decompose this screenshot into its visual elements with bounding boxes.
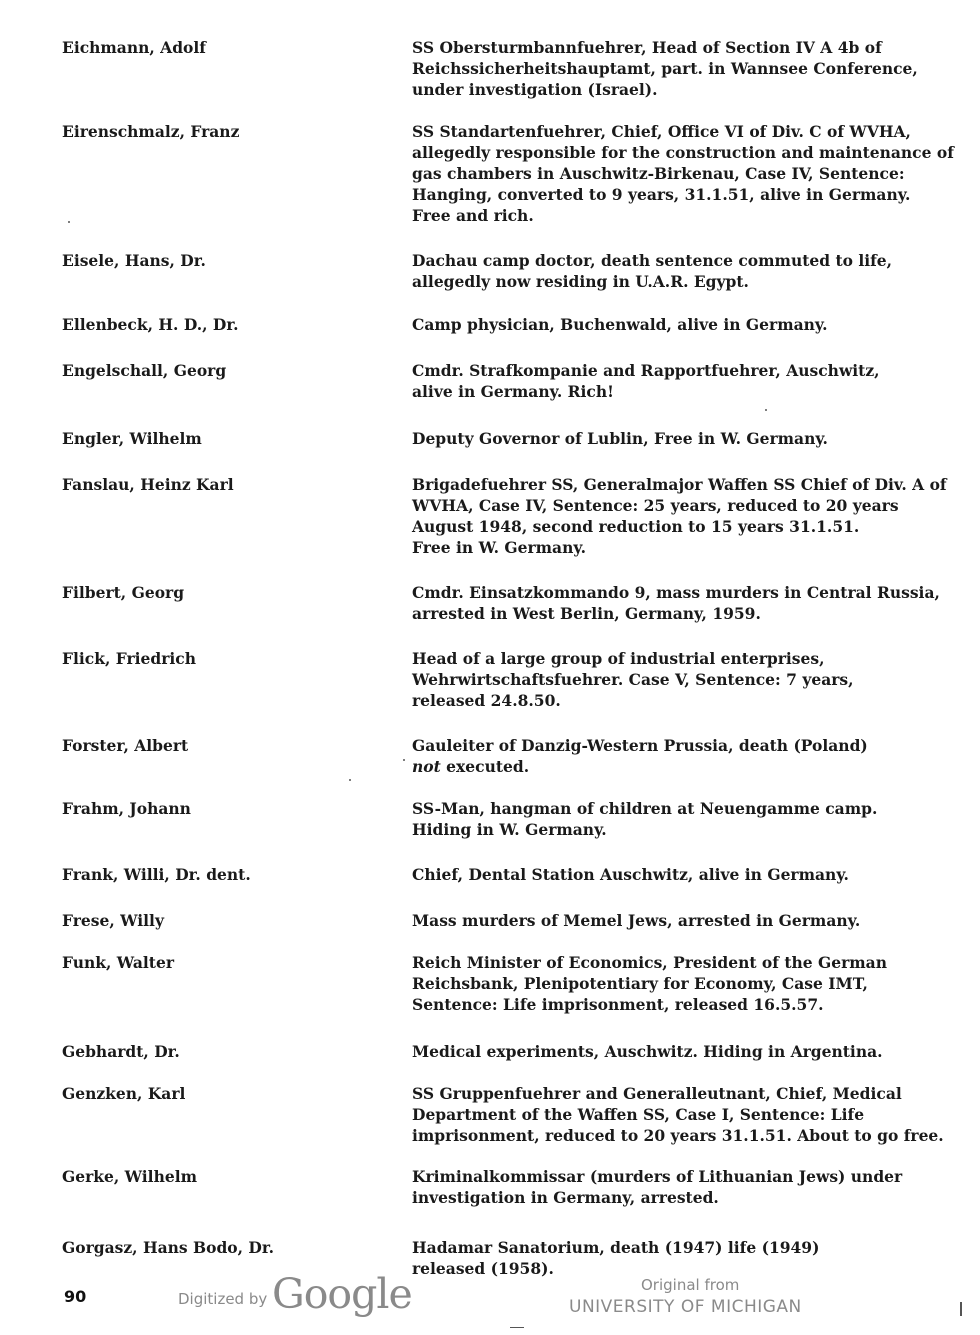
entry-description <box>412 37 972 100</box>
scan-speck <box>349 779 351 781</box>
desc-line: Camp physician, Buchenwald, alive in Germany. <box>412 315 828 334</box>
entry-name: Frese, Willy <box>62 911 164 930</box>
desc-line: investigation in Germany, arrested. <box>412 1188 719 1207</box>
desc-line: allegedly responsible for the construction and maintenance of <box>412 143 954 162</box>
entry-description <box>412 1166 972 1208</box>
entry-name: Gebhardt, Dr. <box>62 1042 180 1061</box>
desc-line: Dachau camp doctor, death sentence commuted to life, <box>412 251 893 270</box>
entry-description <box>412 798 972 840</box>
entry-description <box>412 360 972 402</box>
desc-line: Reich Minister of Economics, President of the German <box>412 953 887 972</box>
desc-line: under investigation (Israel). <box>412 80 658 99</box>
desc-line: Hiding in W. Germany. <box>412 820 607 839</box>
entry-name: Eichmann, Adolf <box>62 38 206 57</box>
entry-name: Eisele, Hans, Dr. <box>62 251 206 270</box>
desc-line: SS Obersturmbannfuehrer, Head of Section IV A 4b of <box>412 38 882 57</box>
desc-line: Reichsbank, Plenipotentiary for Economy, Case IMT, <box>412 974 868 993</box>
italic-word: not <box>412 757 441 776</box>
desc-line <box>412 756 972 777</box>
entry-description <box>412 735 972 777</box>
page-number: 90 <box>64 1287 87 1306</box>
entry-description <box>412 952 972 1015</box>
desc-line: Cmdr. Strafkompanie and Rapportfuehrer, Auschwitz, <box>412 361 880 380</box>
page-footer <box>0 1268 980 1335</box>
desc-line: imprisonment, reduced to 20 years 31.1.51. About to go free. <box>412 1126 944 1145</box>
desc-line: allegedly now residing in U.A.R. Egypt. <box>412 272 749 291</box>
desc-line: Free in W. Germany. <box>412 538 586 557</box>
desc-line: Hadamar Sanatorium, death (1947) life (1949) <box>412 1238 820 1257</box>
desc-line: Sentence: Life imprisonment, released 16.5.57. <box>412 995 824 1014</box>
scan-speck <box>403 759 405 761</box>
entry-description <box>412 648 972 711</box>
desc-line: Head of a large group of industrial enterprises, <box>412 649 825 668</box>
desc-line: Chief, Dental Station Auschwitz, alive in Germany. <box>412 865 849 884</box>
desc-line: August 1948, second reduction to 15 years 31.1.51. <box>412 517 860 536</box>
entry-description <box>412 314 972 335</box>
desc-line: Medical experiments, Auschwitz. Hiding in Argentina. <box>412 1042 883 1061</box>
scan-speck <box>960 1302 962 1316</box>
desc-line: Deputy Governor of Lublin, Free in W. Germany. <box>412 429 828 448</box>
entry-description <box>412 1083 972 1146</box>
entry-name: Gorgasz, Hans Bodo, Dr. <box>62 1238 275 1257</box>
desc-line: Kriminalkommissar (murders of Lithuanian Jews) under <box>412 1167 903 1186</box>
entry-name: Frank, Willi, Dr. dent. <box>62 865 251 884</box>
desc-line: released (1958). <box>412 1259 554 1278</box>
desc-line: Brigadefuehrer SS, Generalmajor Waffen SS Chief of Div. A of <box>412 475 947 494</box>
entry-name: Forster, Albert <box>62 736 189 755</box>
entry-description <box>412 910 972 931</box>
scan-speck <box>68 221 70 223</box>
entry-name: Gerke, Wilhelm <box>62 1167 197 1186</box>
entry-name: Ellenbeck, H. D., Dr. <box>62 315 239 334</box>
desc-line: Wehrwirtschaftsfuehrer. Case V, Sentence: 7 years, <box>412 670 854 689</box>
entry-description <box>412 121 972 226</box>
desc-line: SS Standartenfuehrer, Chief, Office VI of Div. C of WVHA, <box>412 122 911 141</box>
desc-line: SS Gruppenfuehrer and Generalleutnant, Chief, Medical <box>412 1084 902 1103</box>
entry-description <box>412 1041 972 1062</box>
entry-name: Frahm, Johann <box>62 799 191 818</box>
desc-line: Hanging, converted to 9 years, 31.1.51, alive in Germany. <box>412 185 911 204</box>
entry-name: Genzken, Karl <box>62 1084 186 1103</box>
entry-name: Fanslau, Heinz Karl <box>62 475 234 494</box>
entry-name: Engler, Wilhelm <box>62 429 202 448</box>
entry-description <box>412 474 972 558</box>
desc-line: Cmdr. Einsatzkommando 9, mass murders in Central Russia, <box>412 583 940 602</box>
entry-name: Eirenschmalz, Franz <box>62 122 240 141</box>
desc-line: Gauleiter of Danzig-Western Prussia, death (Poland) <box>412 736 868 755</box>
entry-name: Engelschall, Georg <box>62 361 227 380</box>
scan-speck <box>765 409 767 411</box>
scan-speck <box>510 1327 524 1328</box>
desc-line: Department of the Waffen SS, Case I, Sentence: Life <box>412 1105 865 1124</box>
university-label: UNIVERSITY OF MICHIGAN <box>569 1297 802 1317</box>
digitized-by-label: Digitized by <box>178 1290 268 1308</box>
original-from-label: Original from <box>641 1276 740 1294</box>
desc-line: SS-Man, hangman of children at Neuengamme camp. <box>412 799 878 818</box>
desc-line-rest: executed. <box>440 757 530 776</box>
desc-line: gas chambers in Auschwitz-Birkenau, Case IV, Sentence: <box>412 164 905 183</box>
entry-name: Filbert, Georg <box>62 583 185 602</box>
desc-line: Mass murders of Memel Jews, arrested in Germany. <box>412 911 861 930</box>
entry-description <box>412 250 972 292</box>
google-logo: Google <box>272 1270 412 1318</box>
desc-line: released 24.8.50. <box>412 691 561 710</box>
entry-description <box>412 582 972 624</box>
desc-line: alive in Germany. Rich! <box>412 382 614 401</box>
desc-line: WVHA, Case IV, Sentence: 25 years, reduced to 20 years <box>412 496 899 515</box>
entry-name: Flick, Friedrich <box>62 649 196 668</box>
entry-description <box>412 428 972 449</box>
desc-line: Free and rich. <box>412 206 534 225</box>
desc-line: arrested in West Berlin, Germany, 1959. <box>412 604 761 623</box>
desc-line: Reichssicherheitshauptamt, part. in Wannsee Conference, <box>412 59 918 78</box>
entry-name: Funk, Walter <box>62 953 174 972</box>
entry-description <box>412 864 972 885</box>
